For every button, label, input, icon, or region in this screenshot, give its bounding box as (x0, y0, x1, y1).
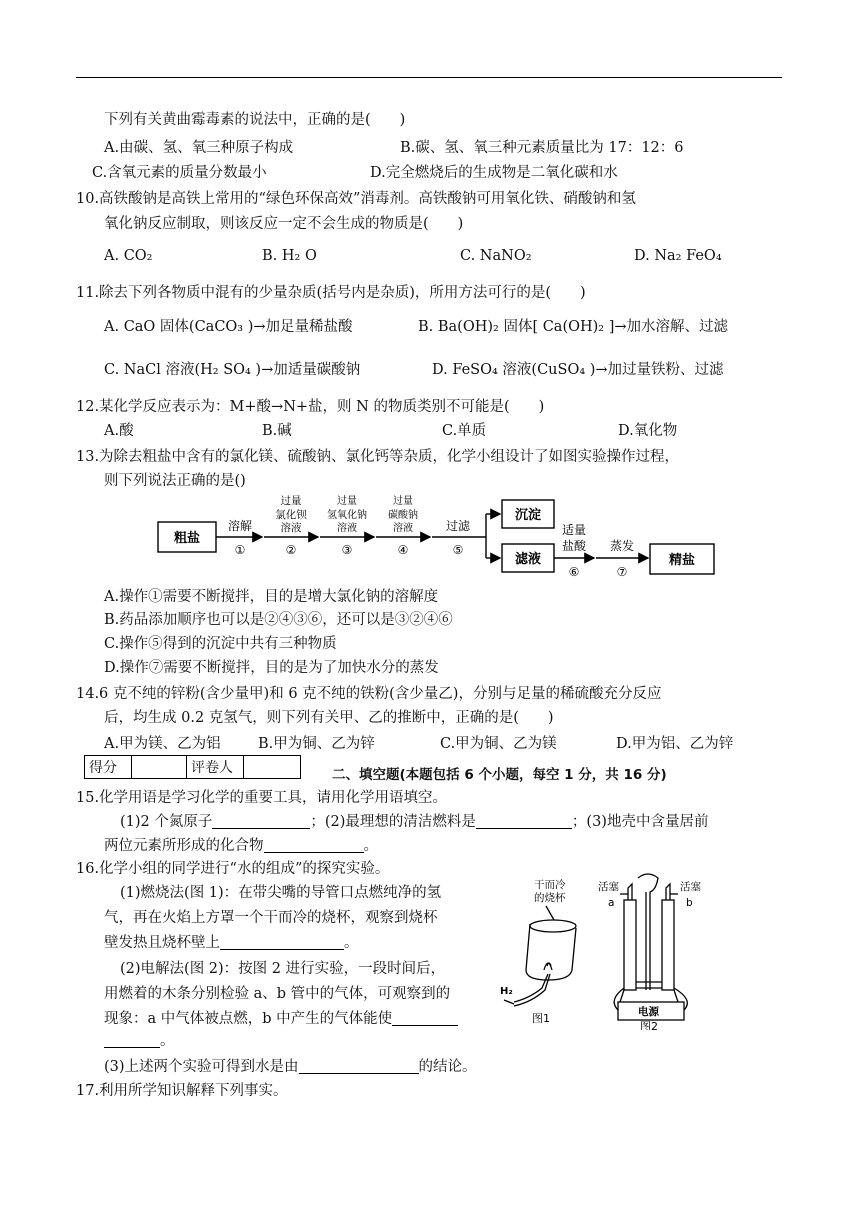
score-label: 得分 (85, 756, 132, 779)
q11-stem: 11.除去下列各物质中混有的少量杂质(括号内是杂质)，所用方法可行的是( ) (76, 285, 586, 301)
flow-step2-l2: 氯化钡 (275, 509, 307, 521)
flow-step5-num: ⑤ (452, 543, 464, 557)
q16-s2-line4 (104, 1031, 175, 1051)
q16-blank2-part2[interactable] (104, 1031, 160, 1048)
q15-part2: ；(2)最理想的清洁燃料是 (310, 814, 476, 830)
q9-stem: 下列有关黄曲霉毒素的说法中，正确的是( ) (104, 112, 406, 128)
q13-option-d: D.操作⑦需要不断搅拌，目的是为了加快水分的蒸发 (104, 660, 439, 676)
q15-part4: 两位元素所形成的化合物 (104, 838, 264, 854)
q14-stem-line2: 后，均生成 0.2 克氢气，则下列有关甲、乙的推断中，正确的是( ) (104, 710, 554, 726)
q12-stem: 12.某化学反应表示为：M+酸→N+盐，则 N 的物质类别不可能是( ) (76, 399, 545, 415)
q9-option-b: B.碳、氢、氧三种元素质量比为 17：12：6 (400, 140, 684, 156)
flow-step3-l3: 溶液 (337, 523, 357, 534)
q16-s2-line3 (104, 1009, 458, 1029)
q11-option-c: C. NaCl 溶液(H₂ SO₄ )→加适量碳酸钠 (104, 362, 361, 378)
flow-step2-l1: 过量 (280, 495, 302, 507)
q15-line1 (120, 812, 708, 832)
flow-start: 粗盐 (173, 531, 201, 546)
q12-option-c: C.单质 (442, 423, 487, 439)
q12-option-a: A.酸 (104, 423, 134, 439)
flow-step5-label: 过滤 (445, 519, 471, 533)
flow-step2-l3: 溶液 (280, 522, 302, 534)
q15-stem: 15.化学用语是学习化学的重要工具，请用化学用语填空。 (76, 790, 448, 806)
flow-step1-num: ① (234, 543, 246, 557)
q16-s2-text: 现象：a 中气体被点燃，b 中产生的气体能使 (104, 1011, 393, 1027)
fig2-caption: 图2 (640, 1020, 658, 1030)
q9-option-d: D.完全燃烧后的生成物是二氧化碳和水 (370, 165, 618, 181)
score-cell (132, 756, 187, 779)
q15-part5: 。 (363, 838, 378, 854)
q17-stem: 17.利用所学知识解释下列事实。 (76, 1083, 288, 1099)
fig2-valve-left: 活塞 (598, 881, 619, 893)
q13-stem-line2: 则下列说法正确的是() (104, 473, 246, 489)
fig2-valve-right: 活塞 (680, 881, 701, 893)
q16-s2-line2: 用燃着的木条分别检验 a、b 管中的气体，可观察到的 (104, 986, 451, 1002)
flow-end: 精盐 (668, 553, 696, 568)
flow-step4-l3: 溶液 (393, 523, 413, 534)
q13-stem-line1: 13.为除去粗盐中含有的氯化镁、硫酸钠、氯化钙等杂质，化学小组设计了如图实验操作过程， (76, 449, 680, 465)
q15-part1: (1)2 个氮原子 (120, 814, 213, 830)
grader-cell (244, 756, 301, 779)
flow-step1-label: 溶解 (227, 519, 253, 533)
q14-option-d: D.甲为铝、乙为锌 (616, 736, 734, 752)
fig2-drawing (614, 874, 687, 1020)
q11-option-b: B. Ba(OH)₂ 固体[ Ca(OH)₂ ]→加水溶解、过滤 (418, 319, 729, 335)
q15-part3: ；(3)地壳中含量居前 (571, 814, 709, 830)
q16-s1-line2: 气，再在火焰上方罩一个干而冷的烧杯，观察到烧杯 (104, 910, 438, 926)
q9-option-c: C.含氧元素的质量分数最小 (92, 165, 267, 181)
flow-step3-l2: 氢氧化钠 (327, 510, 367, 521)
flow-step3-l1: 过量 (337, 496, 357, 507)
flow-step7-num: ⑦ (616, 565, 628, 579)
q15-blank3[interactable] (264, 836, 364, 853)
flow-step3-num: ③ (341, 543, 353, 557)
score-table (84, 755, 301, 779)
flow-step4-l2: 碳酸钠 (388, 510, 418, 521)
q15-blank2[interactable] (476, 812, 572, 829)
flow-step6-num: ⑥ (568, 565, 580, 579)
q12-option-b: B.碱 (262, 423, 292, 439)
q15-blank1[interactable] (212, 812, 310, 829)
fig2-tube-b: b (686, 897, 693, 909)
q14-option-b: B.甲为铜、乙为锌 (258, 736, 375, 752)
q12-option-d: D.氧化物 (618, 423, 678, 439)
flow-step4-l1: 过量 (393, 496, 413, 507)
fig2-tube-a: a (608, 897, 615, 909)
q13-option-a: A.操作①需要不断搅拌，目的是增大氯化钠的溶解度 (104, 589, 439, 605)
header-rule (76, 77, 782, 78)
q16-blank2-part1[interactable] (392, 1009, 458, 1026)
q16-stem: 16.化学小组的同学进行“水的组成”的探究实验。 (76, 861, 390, 877)
q16-s3-end: 的结论。 (418, 1059, 477, 1075)
q15-line2 (104, 836, 378, 856)
flow-step7-label: 蒸发 (609, 539, 635, 553)
q14-stem-line1: 14.6 克不纯的锌粉(含少量甲)和 6 克不纯的铁粉(含少量乙)，分别与足量的稀硫酸充分反应 (76, 686, 662, 702)
q10-stem-line2: 氧化钠反应制取，则该反应一定不会生成的物质是( ) (104, 216, 464, 232)
q13-flowchart (150, 492, 720, 588)
q16-s1-line3 (104, 933, 359, 953)
q16-blank3[interactable] (299, 1057, 419, 1074)
q10-stem-line1: 10.高铁酸钠是高铁上常用的“绿色环保高效”消毒剂。高铁酸钠可用氧化铁、硝酸钠和氢 (76, 191, 636, 207)
q16-s1-end: 。 (344, 935, 359, 951)
q10-option-b: B. H₂ O (262, 248, 317, 264)
q10-option-d: D. Na₂ FeO₄ (634, 248, 722, 264)
q13-option-b: B.药品添加顺序也可以是②④③⑥，还可以是③②④⑥ (104, 612, 453, 628)
q10-option-a: A. CO₂ (104, 248, 153, 264)
q16-s1-line1: (1)燃烧法(图 1)：在带尖嘴的导管口点燃纯净的氢 (120, 885, 442, 901)
flow-precipitate: 沉淀 (514, 508, 542, 523)
q14-option-a: A.甲为镁、乙为铝 (104, 736, 221, 752)
fig1-gas-label: H₂ (500, 986, 513, 997)
q16-s3-text: (3)上述两个实验可得到水是由 (104, 1059, 299, 1075)
q16-s1-text: 壁发热且烧杯壁上 (104, 935, 220, 951)
q16-figures (500, 870, 740, 1030)
q11-option-d: D. FeSO₄ 溶液(CuSO₄ )→加过量铁粉、过滤 (432, 362, 724, 378)
q10-option-c: C. NaNO₂ (460, 248, 532, 264)
q16-s2-end: 。 (160, 1033, 175, 1049)
q13-option-c: C.操作⑤得到的沉淀中共有三种物质 (104, 636, 337, 652)
grader-label: 评卷人 (187, 756, 244, 779)
q11-option-a: A. CaO 固体(CaCO₃ )→加足量稀盐酸 (104, 319, 353, 335)
section2-title: 二、填空题(本题包括 6 个小题，每空 1 分，共 16 分) (332, 767, 667, 783)
flow-step6-l2: 盐酸 (561, 539, 587, 553)
q16-s3-line (104, 1057, 477, 1077)
flow-step4-num: ④ (397, 543, 409, 557)
fig1-drawing (504, 906, 576, 1006)
q16-blank1[interactable] (220, 933, 344, 950)
q14-option-c: C.甲为铜、乙为镁 (440, 736, 557, 752)
fig1-caption: 图1 (532, 1012, 550, 1025)
flow-filtrate: 滤液 (514, 552, 542, 567)
fig1-beaker-label-2: 的烧杯 (534, 892, 566, 904)
flow-step6-l1: 适量 (561, 523, 587, 537)
flow-step2-num: ② (285, 543, 297, 557)
q16-s2-line1: (2)电解法(图 2)：按图 2 进行实验，一段时间后， (120, 961, 446, 977)
q9-option-a: A.由碳、氢、氧三种原子构成 (104, 140, 294, 156)
fig1-beaker-label-1: 干而冷 (534, 879, 566, 891)
fig2-power-label: 电源 (638, 1006, 659, 1018)
